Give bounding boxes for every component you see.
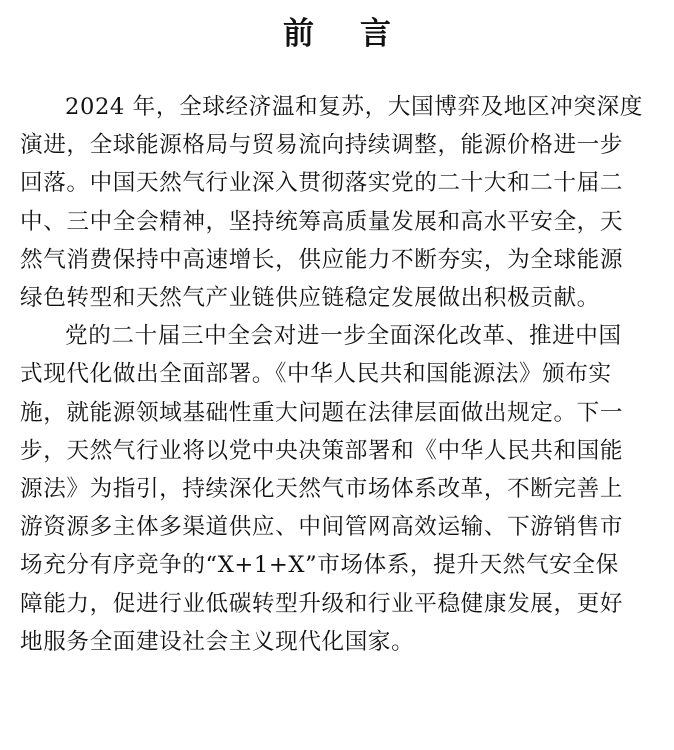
text-line: 地服务全面建设社会主义现代化国家。: [20, 628, 415, 655]
text-line: 绿色转型和天然气产业链供应链稳定发展做出积极贡献。: [20, 285, 600, 312]
text-line: 式现代化做出全面部署。《中华人民共和国能源法》颁布实: [20, 361, 612, 388]
text-line: 障能力，促进行业低碳转型升级和行业平稳健康发展，更好: [20, 590, 624, 617]
paragraph-1: [20, 88, 656, 317]
text-line: 演进，全球能源格局与贸易流向持续调整，能源价格进一步: [20, 132, 624, 159]
text-line: 施，就能源领域基础性重大问题在法律层面做出规定。下一: [20, 399, 624, 426]
text-line: 党的二十届三中全会对进一步全面深化改革、推进中国: [65, 323, 622, 350]
text-line: 2024 年，全球经济温和复苏，大国博弈及地区冲突深度: [65, 94, 643, 120]
text-line: 源法》为指引，持续深化天然气市场体系改革，不断完善上: [20, 476, 624, 503]
paragraph-2: [20, 317, 656, 661]
text-line: 游资源多主体多渠道供应、中间管网高效运输、下游销售市: [20, 514, 624, 541]
text-line: 然气消费保持中高速增长，供应能力不断夯实，为全球能源: [20, 246, 624, 273]
page-title: 前言: [283, 16, 437, 52]
text-line: 场充分有序竞争的“X+1+X”市场体系，提升天然气安全保: [20, 552, 619, 579]
text-line: 步，天然气行业将以党中央决策部署和《中华人民共和国能: [20, 437, 624, 464]
text-line: 回落。中国天然气行业深入贯彻落实党的二十大和二十届二: [20, 170, 624, 197]
body-text: [20, 88, 656, 661]
text-line: 中、三中全会精神，坚持统筹高质量发展和高水平安全，天: [20, 208, 624, 235]
